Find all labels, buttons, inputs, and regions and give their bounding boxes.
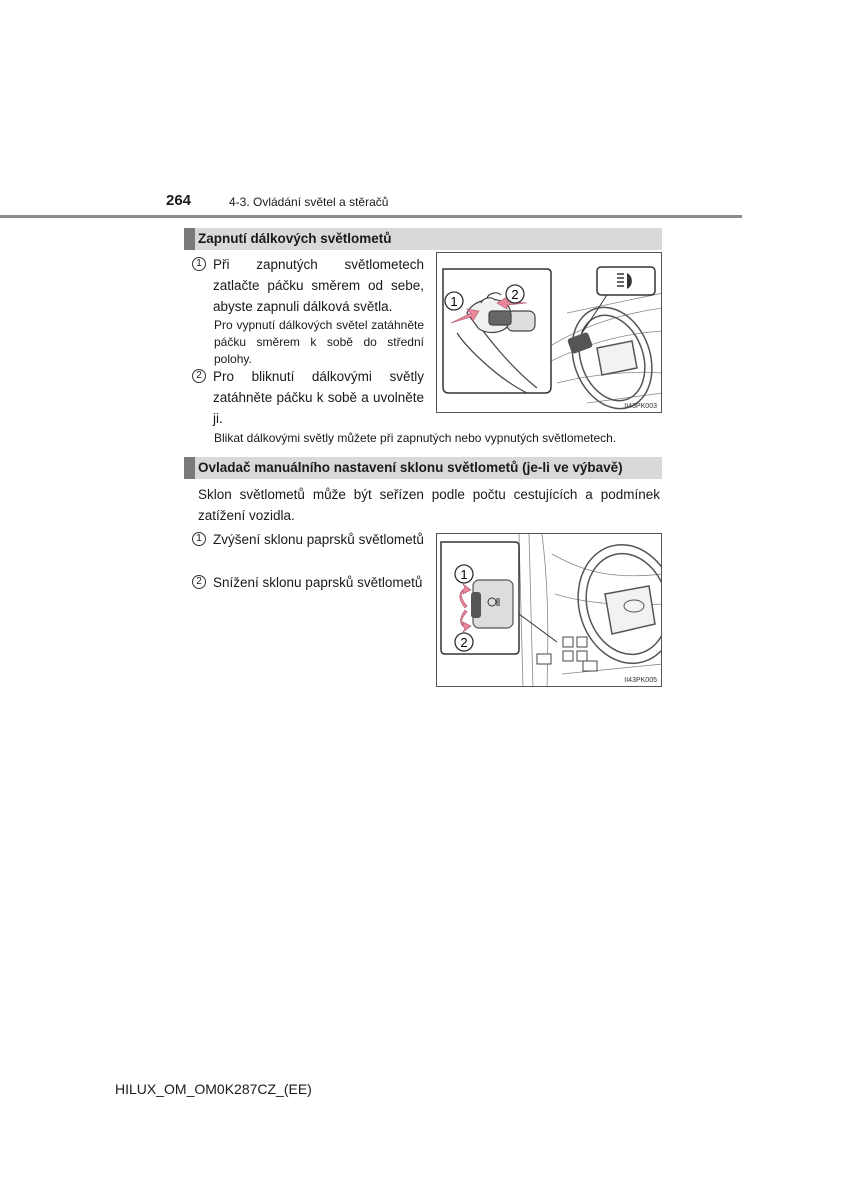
item-text: Snížení sklonu paprsků světlometů: [213, 575, 423, 590]
list-item: [192, 529, 424, 550]
list-item: [192, 572, 424, 593]
document-code: HILUX_OM_OM0K287CZ_(EE): [115, 1081, 312, 1097]
page-number: 264: [166, 192, 192, 209]
list-item: [192, 254, 424, 317]
item-text: Pro bliknutí dálkovými světly zatáhněte páčku k sobě a uvolněte ji.: [213, 369, 424, 426]
callout-2: 2: [460, 635, 468, 650]
page-header: [0, 190, 742, 218]
callout-1: 1: [460, 567, 468, 582]
callout-2: 2: [511, 287, 519, 302]
list-item: [192, 366, 424, 429]
figure-leveling-dial: [436, 533, 662, 687]
headlight-leveling-icon: [471, 580, 513, 628]
item-note: Pro vypnutí dálkových světel zatáhněte páčku směrem k sobě do střední polohy.: [214, 318, 424, 366]
section-heading-leveling: [184, 457, 662, 479]
leveling-illustration: [437, 534, 662, 687]
figure-high-beam-lever: [436, 252, 662, 413]
high-beam-icon: [597, 267, 655, 295]
section-note: Blikat dálkovými světly můžete při zapnutých nebo vypnutých světlometech.: [214, 431, 617, 445]
section-heading-high-beams: [184, 228, 662, 250]
section-intro: Sklon světlometů může být seřízen podle počtu cestujících a podmínek zatížení vozidla.: [198, 487, 660, 523]
figure-code: II43PK003: [624, 403, 657, 410]
section-title: Ovladač manuálního nastavení sklonu světlometů (je-li ve výbavě): [198, 460, 623, 475]
item-number: 1: [192, 257, 206, 271]
section-title: Zapnutí dálkových světlometů: [198, 231, 392, 246]
item-number: 2: [192, 575, 206, 589]
item-number: 1: [192, 532, 206, 546]
item-text: Při zapnutých světlometech zatlačte páčku směrem od sebe, abyste zapnuli dálková světla.: [213, 257, 424, 314]
item-text: Zvýšení sklonu paprsků světlometů: [213, 532, 424, 547]
callout-1: 1: [450, 294, 458, 309]
lever-illustration: [437, 253, 662, 413]
item-number: 2: [192, 369, 206, 383]
chapter-title: 4-3. Ovládání světel a stěračů: [229, 195, 389, 209]
figure-code: II43PK005: [624, 677, 657, 684]
